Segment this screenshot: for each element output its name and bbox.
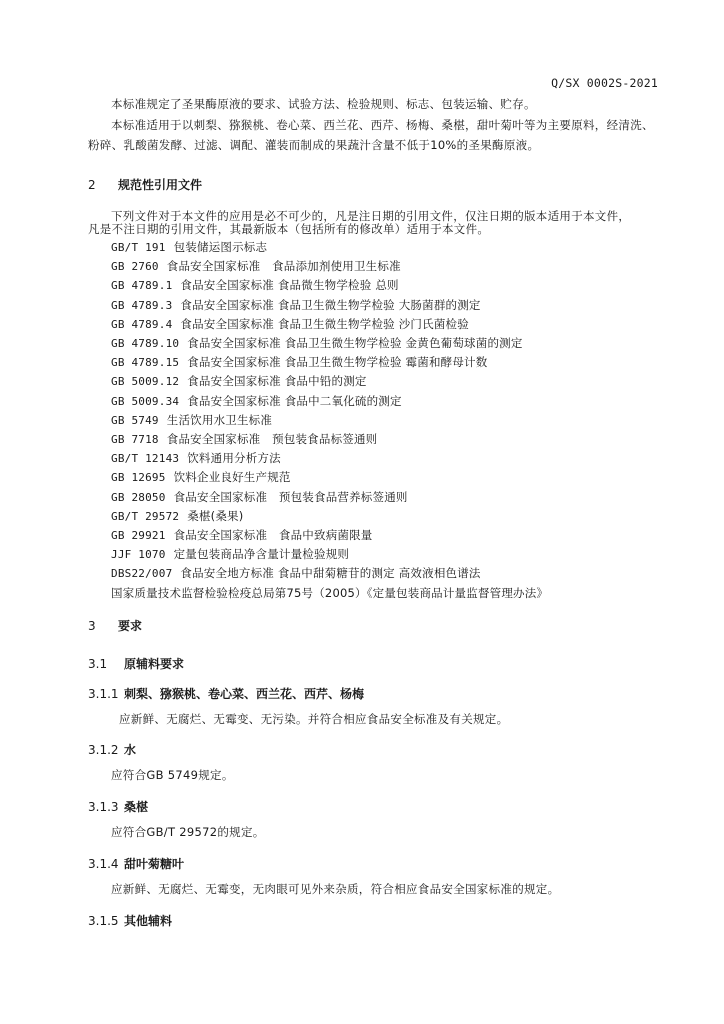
reference-title: 定量包装商品净含量计量检验规则 <box>173 547 350 562</box>
reference-item <box>111 508 243 524</box>
subsection-title: 原辅料要求 <box>124 657 185 671</box>
reference-title: 食品安全国家标准 食品中二氧化硫的测定 <box>187 393 402 408</box>
section-number: 2 <box>88 178 96 192</box>
reference-title: 食品安全国家标准 食品卫生微生物学检验 霉菌和酵母计数 <box>187 355 488 370</box>
reference-title: 食品安全国家标准 预包装食品营养标签通则 <box>173 489 408 504</box>
scope-paragraph-1: 本标准规定了圣果酶原液的要求、试验方法、检验规则、标志、包装运输、贮存。 <box>111 97 536 111</box>
subsection-3-1-1-text: 应新鲜、无腐烂、无霉变、无污染。并符合相应食品安全标准及有关规定。 <box>119 712 509 726</box>
reference-code: GB/T 191 <box>111 241 166 254</box>
reference-item <box>111 431 377 447</box>
reference-item <box>111 469 291 485</box>
reference-code: DBS22/007 <box>111 567 173 581</box>
section-number: 3 <box>88 619 96 633</box>
subsection-3-1-1-heading <box>88 685 364 702</box>
subsection-title: 甜叶菊糖叶 <box>124 857 185 871</box>
subsection-number: 3.1.1 <box>88 687 119 701</box>
subsection-title: 其他辅料 <box>124 914 173 928</box>
scope-paragraph-2-line-2: 粉碎、乳酸菌发酵、过滤、调配、灌装而制成的果蔬汁含量不低于10%的圣果酶原液。 <box>88 138 540 152</box>
reference-title: 桑椹(桑果) <box>187 508 244 523</box>
reference-title: 生活饮用水卫生标准 <box>166 412 273 427</box>
reference-item <box>111 239 267 255</box>
reference-title: 食品安全地方标准 食品中甜菊糖苷的测定 高效液相色谱法 <box>180 566 481 581</box>
reference-title: 食品安全国家标准 食品卫生微生物学检验 大肠菌群的测定 <box>180 297 481 312</box>
reference-item <box>111 527 373 543</box>
reference-item <box>111 393 402 409</box>
reference-item <box>111 335 523 351</box>
reference-code: GB 28050 <box>111 490 166 504</box>
reference-title: 国家质量技术监督检验检疫总局第75号（2005）《定量包装商品计量监督管理办法》 <box>111 585 549 600</box>
section-2-heading <box>88 176 202 193</box>
subsection-3-1-5-heading <box>88 912 172 929</box>
subsection-3-1-2-heading <box>88 741 136 758</box>
reference-code: GB 5009.34 <box>111 394 180 408</box>
reference-code: JJF 1070 <box>111 548 166 562</box>
reference-title: 食品安全国家标准 食品添加剂使用卫生标准 <box>166 259 401 274</box>
reference-item <box>111 489 408 505</box>
subsection-title: 桑椹 <box>124 800 149 814</box>
reference-code: GB/T 12143 <box>111 452 180 466</box>
reference-title: 食品安全国家标准 食品微生物学检验 总则 <box>180 278 399 293</box>
reference-title: 饮料通用分析方法 <box>187 451 281 466</box>
section-3-heading <box>88 617 142 634</box>
section-2-intro-line-2: 凡是不注日期的引用文件，其最新版本（包括所有的修改单）适用于本文件。 <box>88 222 490 236</box>
reference-title: 食品安全国家标准 食品卫生微生物学检验 金黄色葡萄球菌的测定 <box>187 336 523 350</box>
reference-item <box>111 277 399 293</box>
subsection-3-1-4-heading <box>88 855 184 872</box>
reference-title: 食品安全国家标准 食品中铅的测定 <box>187 374 367 389</box>
reference-item <box>111 412 272 428</box>
reference-code: GB 2760 <box>111 260 159 274</box>
subsection-number: 3.1.3 <box>88 800 119 814</box>
section-2-intro-line-1: 下列文件对于本文件的应用是必不可少的，凡是注日期的引用文件，仅注日期的版本适用于本文件， <box>111 209 631 223</box>
reference-code: GB/T 29572 <box>111 509 180 523</box>
reference-code: GB 4789.3 <box>111 298 173 312</box>
reference-title: 食品安全国家标准 食品卫生微生物学检验 沙门氏菌检验 <box>180 316 469 331</box>
reference-item <box>111 354 487 370</box>
section-title: 要求 <box>118 619 143 633</box>
reference-item <box>111 297 481 313</box>
subsection-number: 3.1.2 <box>88 743 119 757</box>
reference-code: GB 12695 <box>111 471 166 485</box>
reference-item <box>111 258 401 274</box>
reference-item <box>111 546 349 562</box>
reference-title: 包装储运图示标志 <box>173 240 268 254</box>
reference-item <box>111 450 281 466</box>
reference-item <box>111 316 469 332</box>
subsection-number: 3.1.5 <box>88 914 119 928</box>
subsection-title: 刺梨、猕猴桃、卷心菜、西兰花、西芹、杨梅 <box>124 687 365 701</box>
document-number: Q/SX 0002S-2021 <box>551 76 658 90</box>
subsection-number: 3.1 <box>88 657 108 671</box>
subsection-3-1-3-text: 应符合GB/T 29572的规定。 <box>111 825 265 839</box>
reference-item <box>111 565 481 581</box>
reference-code: GB 5749 <box>111 413 159 427</box>
reference-code: GB 4789.4 <box>111 317 173 331</box>
reference-item <box>111 585 548 601</box>
reference-code: GB 4789.1 <box>111 279 173 293</box>
subsection-3-1-3-heading <box>88 798 148 815</box>
scope-paragraph-2-line-1: 本标准适用于以刺梨、猕猴桃、卷心菜、西兰花、西芹、杨梅、桑椹，甜叶菊叶等为主要原料，经清洗、 <box>111 118 654 132</box>
subsection-3-1-heading <box>88 655 184 672</box>
reference-code: GB 5009.12 <box>111 375 180 389</box>
subsection-3-1-2-text: 应符合GB 5749规定。 <box>111 768 234 782</box>
section-title: 规范性引用文件 <box>118 178 203 192</box>
reference-item <box>111 373 367 389</box>
subsection-3-1-4-text: 应新鲜、无腐烂、无霉变，无肉眼可见外来杂质，符合相应食品安全国家标准的规定。 <box>111 882 560 896</box>
reference-code: GB 4789.10 <box>111 337 180 350</box>
reference-title: 食品安全国家标准 预包装食品标签通则 <box>166 432 378 446</box>
reference-code: GB 7718 <box>111 433 159 446</box>
reference-code: GB 29921 <box>111 529 166 542</box>
reference-title: 饮料企业良好生产规范 <box>173 470 291 485</box>
subsection-title: 水 <box>124 743 137 757</box>
reference-title: 食品安全国家标准 食品中致病菌限量 <box>173 528 373 542</box>
reference-code: GB 4789.15 <box>111 356 180 370</box>
subsection-number: 3.1.4 <box>88 857 119 871</box>
